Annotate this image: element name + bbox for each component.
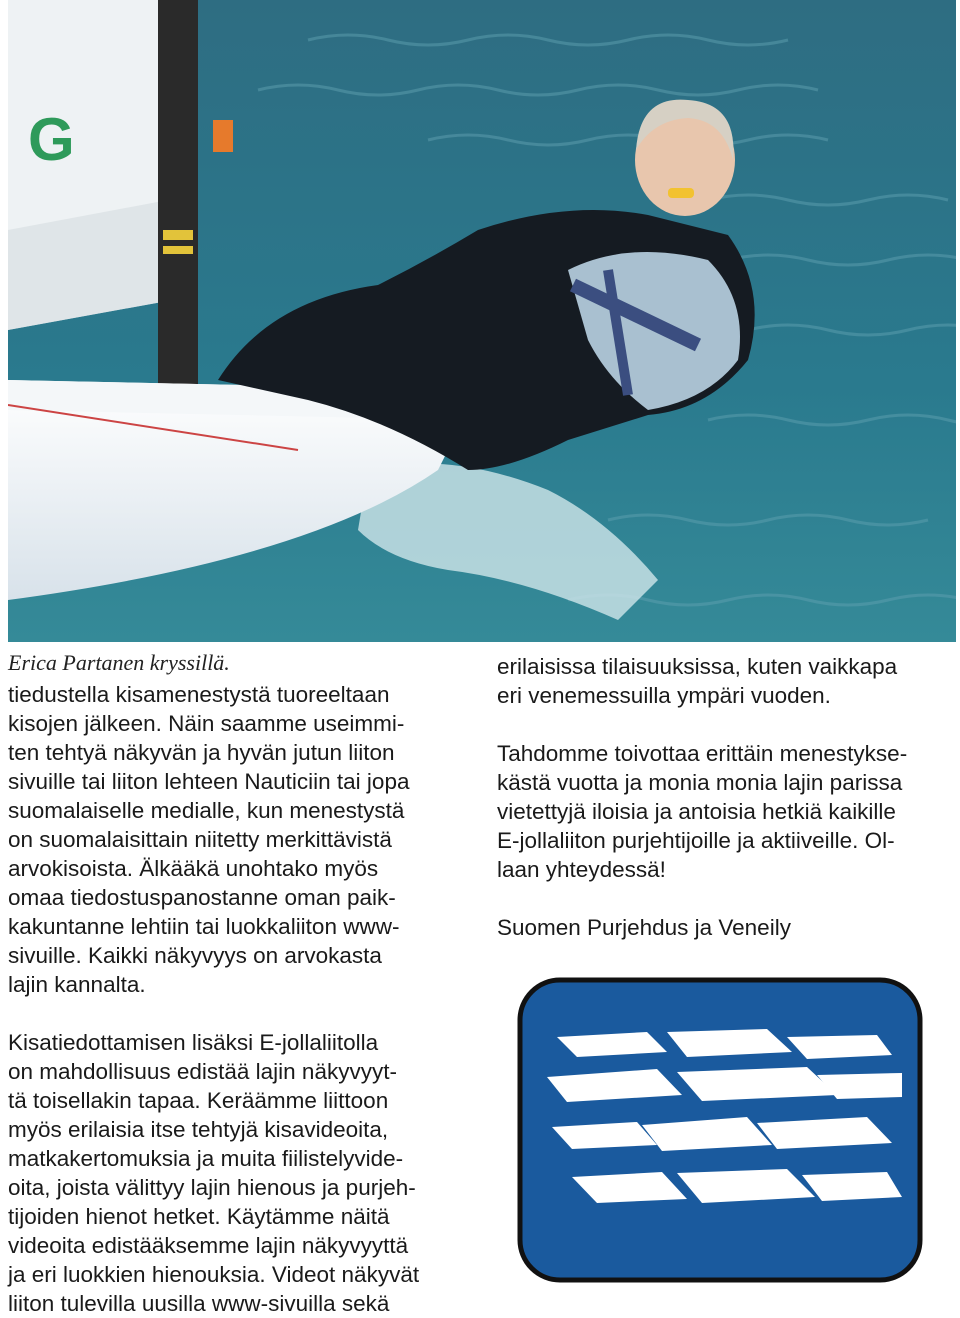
right-paragraph-1: erilaisissa tilaisuuksissa, kuten vaikkapa eri venemessuilla ympäri vuoden. <box>497 654 898 708</box>
left-paragraph-1: tiedustella kisamenestystä tuoreeltaan kisojen jälkeen. Näin saamme useimmi- ten tehtyä näkyvän ja hyvän jutun liiton sivuille tai liiton lehteen Nauticiin tai jopa suomalaiselle medialle, kun menestystä on suomalaisittain niitetty merkittävistä arvokisoista. Älkääkä unohtako myös omaa tiedostuspanostanne oman paik- kakuntanne lehtiin tai luokkaliiton www- sivuille. Kaikki näkyvyys on arvokasta lajin kannalta. <box>8 682 410 997</box>
waves-logo-icon <box>517 977 923 1283</box>
signature: Suomen Purjehdus ja Veneily <box>497 915 791 940</box>
photo-caption: Erica Partanen kryssillä. <box>8 650 230 675</box>
sailing-photo-illustration <box>8 0 956 642</box>
right-paragraph-2: Tahdomme toivottaa erittäin menestykse- kästä vuotta ja monia monia lajin parissa vietettyjä iloisia ja antoisia hetkiä kaikille E-jollaliiton purjehtijoille ja aktiiveille. Ol- laan yhteydessä! <box>497 741 908 882</box>
sail-logo: G <box>28 106 75 173</box>
sailing-photo <box>8 0 956 642</box>
left-paragraph-2: Kisatiedottamisen lisäksi E-jollaliitolla on mahdollisuus edistää lajin näkyvyyt- tä toisellakin tapaa. Keräämme liittoon myös erilaisia itse tehtyjä kisavideoita, matkakertomuksia ja muita fiilistelyvide- oita, joista välittyy lajin hienous ja purjeh- tijoiden hienot hetket. Käytämme näitä videoita edistääksemme lajin näkyvyyttä ja eri luokkien hienouksia. Videot näkyvät liiton tulevilla uusilla www-sivuilla sekä <box>8 1030 420 1316</box>
article-right-column <box>497 652 952 942</box>
waves-logo-graphic <box>517 977 923 1283</box>
article-left-column <box>8 680 480 1318</box>
